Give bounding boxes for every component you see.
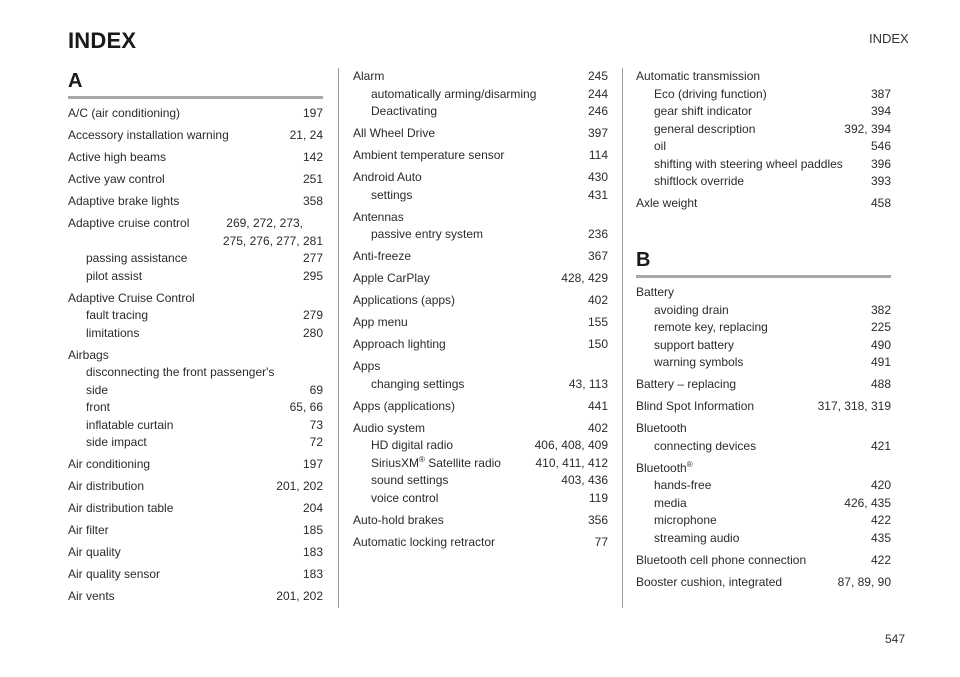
index-entry [353, 336, 608, 354]
entry-term: Battery – replacing [636, 377, 737, 391]
index-entry [68, 456, 323, 474]
entry-pages[interactable]: 488 [870, 377, 891, 391]
entry-pages[interactable]: 422 [870, 552, 891, 567]
sub-entry-pages[interactable]: 406, 408, 409 [534, 438, 608, 452]
sub-entry-pages[interactable]: 420 [870, 478, 891, 492]
entry-pages[interactable]: 183 [302, 545, 323, 559]
index-entry [353, 292, 608, 310]
sub-entry-term: Deactivating [371, 104, 438, 118]
entry-term: Adaptive cruise control [68, 216, 190, 230]
sub-entry-pages[interactable]: 403, 436 [561, 473, 608, 487]
entry-pages[interactable]: 197 [302, 457, 323, 471]
section-divider-bar [636, 275, 891, 278]
sub-entry-term-rest: Satellite radio [424, 455, 501, 470]
registered-mark: ® [686, 459, 693, 469]
entry-term: Ambient temperature sensor [353, 148, 505, 162]
index-entry [353, 125, 608, 143]
sub-entry-term: gear shift indicator [654, 104, 753, 118]
index-entry [353, 248, 608, 266]
entry-pages[interactable]: 87, 89, 90 [837, 574, 891, 589]
sub-entry-pages[interactable]: 65, 66 [289, 400, 323, 414]
sub-entry-pages[interactable]: 421 [870, 438, 891, 453]
sub-entry-term: HD digital radio [371, 438, 454, 452]
section-letter-a: A [68, 70, 83, 92]
entry-pages[interactable]: 185 [302, 523, 323, 537]
entry-term: Apps [353, 359, 381, 373]
sub-entry-pages[interactable]: 43, 113 [568, 376, 608, 391]
entry-pages[interactable]: 204 [302, 501, 323, 515]
entry-term: Battery [636, 285, 675, 299]
sub-entry-term: hands-free [654, 478, 712, 492]
sub-entry-term [371, 455, 501, 473]
entry-term: Bluetooth [636, 421, 687, 435]
sub-entry-pages[interactable]: 491 [870, 355, 891, 369]
sub-entry-term: streaming audio [654, 530, 740, 545]
entry-term: A/C (air conditioning) [68, 106, 181, 120]
sub-entry-term: general description [654, 121, 756, 136]
entry-term: Automatic transmission [636, 69, 761, 83]
entry-pages-continued[interactable]: 275, 276, 277, 281 [222, 233, 323, 248]
sub-entries [353, 187, 608, 205]
entry-term: Antennas [353, 209, 404, 224]
entry-term: Android Auto [353, 170, 422, 184]
entry-term: Bluetooth cell phone connection [636, 552, 807, 567]
sub-entries [353, 226, 608, 244]
sub-entries [636, 477, 891, 547]
sub-entries [68, 364, 323, 452]
index-entry [68, 215, 323, 285]
sub-entries [353, 86, 608, 121]
sub-entry-pages[interactable]: 279 [302, 308, 323, 322]
column-divider [338, 68, 339, 608]
sub-entry-term: disconnecting the front passenger's [86, 365, 275, 379]
sub-entries [636, 302, 891, 372]
section-title: INDEX [869, 31, 909, 46]
index-entry [68, 500, 323, 518]
sub-entry-term: side impact [86, 435, 147, 449]
entry-term: Air vents [68, 589, 115, 603]
sub-entry-pages[interactable]: 277 [302, 251, 323, 265]
entry-term: All Wheel Drive [353, 126, 436, 140]
index-entry [68, 588, 323, 606]
entry-term-text: Bluetooth [636, 460, 687, 475]
index-entry [68, 478, 323, 496]
entry-pages[interactable]: 317, 318, 319 [817, 399, 891, 413]
index-entry [68, 522, 323, 540]
entry-term: Air distribution table [68, 501, 174, 515]
index-entry [636, 420, 891, 455]
entry-term: Air conditioning [68, 457, 151, 471]
entry-pages[interactable]: 142 [302, 150, 323, 164]
sub-entry-pages[interactable]: 73 [309, 417, 323, 432]
entry-term: Automatic locking retractor [353, 534, 496, 549]
entry-pages[interactable]: 251 [302, 172, 323, 186]
sub-entries [68, 307, 323, 342]
index-entry [353, 512, 608, 530]
entry-pages[interactable]: 428, 429 [561, 271, 608, 285]
entry-pages[interactable]: 77 [594, 534, 608, 549]
entry-term: Adaptive brake lights [68, 194, 180, 208]
sub-entry-pages[interactable]: 244 [587, 86, 608, 101]
entry-term: Active yaw control [68, 172, 165, 186]
entry-term: Airbags [68, 347, 109, 362]
index-entry [353, 68, 608, 121]
sub-entries [353, 376, 608, 394]
index-column-3 [636, 68, 891, 596]
index-entry [353, 169, 608, 204]
index-entry [636, 284, 891, 372]
entry-pages[interactable]: 21, 24 [289, 128, 323, 142]
entry-term: Audio system [353, 420, 426, 435]
entry-term: Active high beams [68, 150, 167, 164]
entry-term: Apple CarPlay [353, 271, 430, 285]
entry-term: Auto-hold brakes [353, 512, 444, 527]
entry-pages[interactable]: 402 [587, 420, 608, 435]
sub-entry-term: fault tracing [86, 308, 149, 322]
sub-entry-term: voice control [371, 490, 439, 505]
sub-entry-term: oil [654, 139, 667, 153]
sub-entry-term: warning symbols [654, 355, 744, 369]
index-entry [353, 534, 608, 552]
section-divider-bar [68, 96, 323, 99]
sub-entries [636, 86, 891, 191]
entry-pages[interactable]: 430 [587, 170, 608, 184]
sub-entry-pages[interactable]: 119 [588, 490, 608, 505]
sub-entry-term: microphone [654, 513, 717, 527]
entry-term: Air quality sensor [68, 567, 161, 581]
entry-term: Applications (apps) [353, 293, 456, 307]
page-number: 547 [884, 632, 905, 646]
sub-entries [636, 438, 891, 456]
index-entry [636, 552, 891, 570]
sub-entry-pages[interactable]: 236 [587, 227, 608, 241]
entry-pages[interactable]: 397 [587, 126, 608, 140]
entry-term: Adaptive Cruise Control [68, 290, 195, 305]
sub-entry-pages[interactable]: 387 [870, 86, 891, 101]
index-entry [636, 195, 891, 213]
sub-entry-term: avoiding drain [654, 302, 729, 317]
sub-entry-pages[interactable]: 295 [302, 268, 323, 283]
index-entry [353, 314, 608, 332]
section-letter-b: B [636, 249, 651, 271]
index-entry [636, 376, 891, 394]
sub-entry-pages[interactable]: 490 [870, 337, 891, 352]
sub-entry-term: inflatable curtain [86, 417, 174, 432]
entry-term: Alarm [353, 69, 385, 83]
entry-term [636, 460, 693, 478]
sub-entry-pages[interactable]: 225 [870, 320, 891, 334]
column-divider [622, 68, 623, 608]
entry-term: Air filter [68, 523, 109, 537]
page-heading: INDEX [68, 28, 137, 53]
sub-entry-pages[interactable]: 435 [870, 530, 891, 545]
sub-entries [353, 437, 608, 507]
sub-entry-term: passive entry system [371, 227, 484, 241]
sub-entry-term: sound settings [371, 473, 449, 487]
sub-entry-pages[interactable]: 410, 411, 412 [535, 455, 608, 470]
section-spacer [636, 217, 891, 247]
entry-pages[interactable]: 150 [587, 337, 608, 351]
index-entry [636, 68, 891, 191]
entry-pages[interactable]: 458 [870, 196, 891, 210]
entry-pages[interactable]: 402 [587, 293, 608, 307]
entry-pages[interactable]: 201, 202 [276, 589, 323, 603]
index-entry [68, 193, 323, 211]
entry-term: App menu [353, 315, 408, 329]
index-entry [353, 398, 608, 416]
entry-term: Blind Spot Information [636, 399, 755, 413]
sub-entry-term: connecting devices [654, 438, 757, 453]
sub-entry-term: settings [371, 187, 413, 202]
sub-entry-pages[interactable]: 392, 394 [844, 121, 891, 136]
sub-entry-term: changing settings [371, 376, 465, 391]
entry-term: Air quality [68, 545, 121, 559]
index-entry [68, 171, 323, 189]
sub-entry-term: media [654, 495, 687, 510]
index-entry [353, 270, 608, 288]
entry-pages[interactable]: 358 [302, 194, 323, 208]
sub-entry-pages[interactable]: 280 [302, 325, 323, 340]
index-column-2 [353, 68, 608, 556]
index-entry [636, 398, 891, 416]
index-entry [68, 347, 323, 452]
index-entry [68, 127, 323, 145]
sub-entry-term: remote key, replacing [654, 320, 768, 334]
entry-pages[interactable]: 201, 202 [276, 479, 323, 493]
sub-entry-pages[interactable]: 426, 435 [844, 495, 891, 510]
sub-entry-term: shifting with steering wheel paddles [654, 156, 843, 171]
sub-entry-term: shiftlock override [654, 174, 745, 188]
sub-entry-pages[interactable]: 422 [870, 513, 891, 527]
entry-pages[interactable]: 441 [587, 398, 608, 413]
entry-pages[interactable]: 114 [588, 148, 608, 162]
index-entry [68, 290, 323, 343]
index-entry [636, 574, 891, 592]
entry-pages[interactable]: 269, 272, 273, [226, 216, 303, 230]
entry-pages[interactable]: 245 [587, 69, 608, 83]
entry-term: Approach lighting [353, 337, 446, 351]
entry-term: Apps (applications) [353, 398, 456, 413]
sub-entry-pages[interactable]: 394 [870, 104, 891, 118]
entry-pages[interactable]: 197 [302, 106, 323, 120]
sub-entry-term-brand: SiriusXM [371, 455, 420, 470]
index-entry [353, 209, 608, 244]
sub-entry-term: pilot assist [86, 268, 143, 283]
sub-entry-pages[interactable]: 431 [587, 187, 608, 202]
sub-entry-term: support battery [654, 337, 735, 352]
index-entry [353, 420, 608, 508]
sub-entry-pages[interactable]: 69 [309, 382, 323, 397]
sub-entry-pages[interactable]: 393 [870, 174, 891, 188]
sub-entry-term: Eco (driving function) [654, 86, 767, 101]
sub-entry-pages[interactable]: 546 [870, 139, 891, 153]
entry-pages[interactable]: 183 [302, 567, 323, 581]
entry-term: Axle weight [636, 196, 698, 210]
entry-term: Anti-freeze [353, 249, 412, 263]
sub-entry-pages[interactable]: 382 [870, 302, 891, 317]
index-entry [353, 358, 608, 393]
entry-term: Booster cushion, integrated [636, 574, 783, 589]
index-column-1 [68, 68, 323, 610]
sub-entry-term: automatically arming/disarming [371, 86, 537, 101]
entry-pages[interactable]: 356 [587, 512, 608, 527]
index-entry [68, 544, 323, 562]
entry-term: Accessory installation warning [68, 128, 229, 142]
sub-entry-pages[interactable]: 246 [587, 104, 608, 118]
sub-entry-term: front [86, 400, 111, 414]
sub-entries [68, 250, 323, 285]
entry-term: Air distribution [68, 479, 145, 493]
index-entry [68, 105, 323, 123]
sub-entry-pages[interactable]: 396 [870, 156, 891, 171]
sub-entry-term: passing assistance [86, 251, 188, 265]
sub-entry-pages[interactable]: 72 [309, 435, 323, 449]
index-entry [68, 149, 323, 167]
entry-pages[interactable]: 155 [587, 315, 608, 329]
index-entry [353, 147, 608, 165]
entry-pages[interactable]: 367 [587, 249, 608, 263]
index-entry [68, 566, 323, 584]
registered-mark: ® [419, 454, 425, 464]
index-entry [636, 460, 891, 548]
sub-entry-term: side [86, 382, 109, 397]
sub-entry-term: limitations [86, 325, 140, 340]
